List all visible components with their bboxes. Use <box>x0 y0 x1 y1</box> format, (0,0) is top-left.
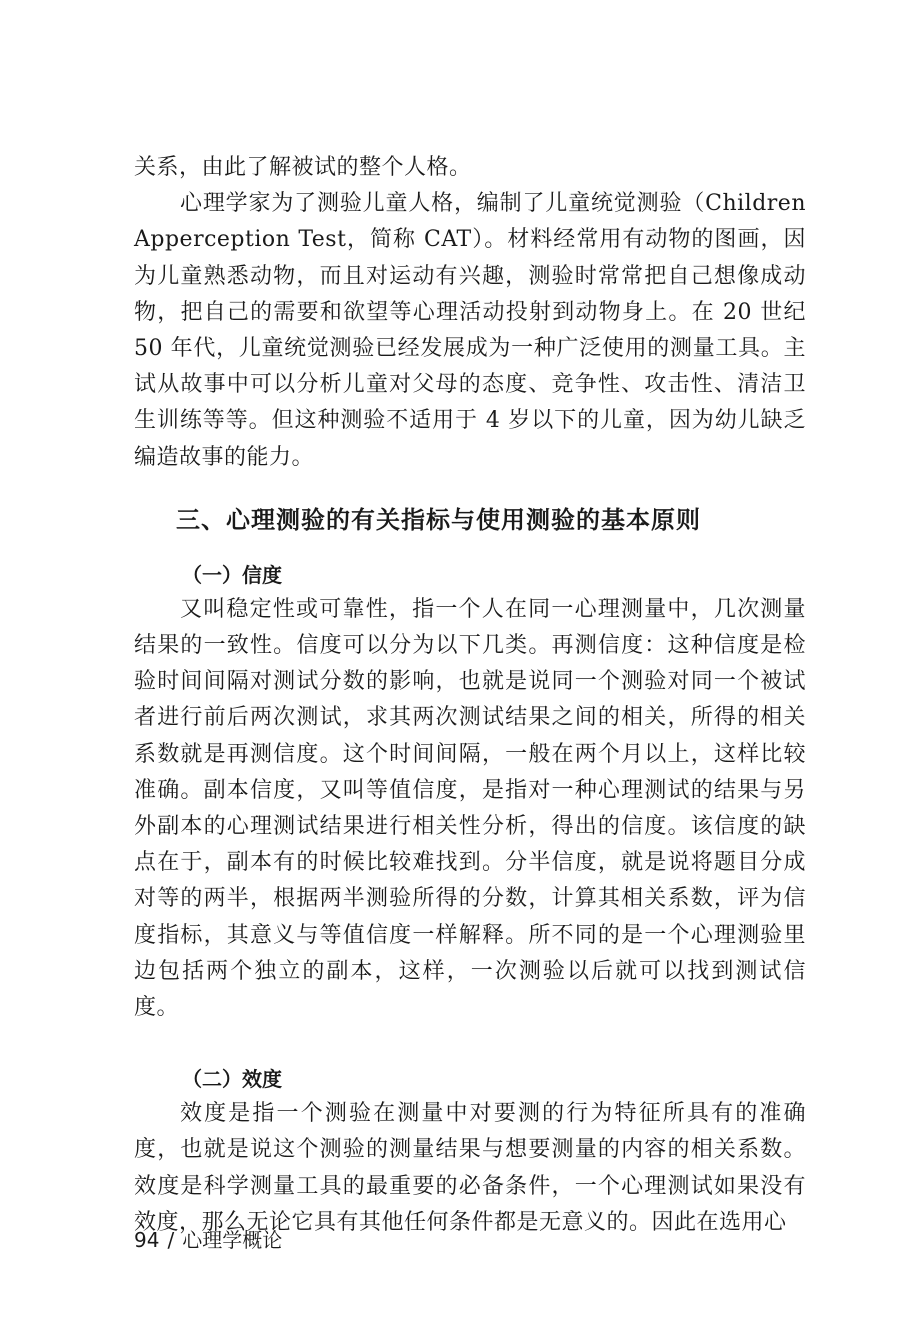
paragraph-validity: 效度是指一个测验在测量中对要测的行为特征所具有的准确度，也就是说这个测验的测量结果与想要测量的内容的相关系数。效度是科学测量工具的最重要的必备条件，一个心理测试如果没有效度，那么无论它具有其他任何条件都是无意义的。因此在选用心 <box>134 1101 806 1235</box>
paragraph-reliability: 又叫稳定性或可靠性，指一个人在同一心理测量中，几次测量结果的一致性。信度可以分为以下几类。再测信度：这种信度是检验时间间隔对测试分数的影响，也就是说同一个测验对同一个被试者进行前后两次测试，求其两次测试结果之间的相关，所得的相关系数就是再测信度。这个时间间隔，一般在两个月以上，这样比较准确。副本信度，又叫等值信度，是指对一种心理测试的结果与另外副本的心理测试结果进行相关性分析，得出的信度。该信度的缺点在于，副本有的时候比较难找到。分半信度，就是说将题目分成对等的两半，根据两半测验所得的分数，计算其相关系数，评为信度指标，其意义与等值信度一样解释。所不同的是一个心理测验里边包括两个独立的副本，这样，一次测验以后就可以找到测试信度。 <box>134 596 806 1021</box>
section-heading: 三、心理测验的有关指标与使用测验的基本原则 <box>176 505 701 534</box>
paragraph-cat: 心理学家为了测验儿童人格，编制了儿童统觉测验（Children Apperception Test，简称 CAT）。材料经常用有动物的图画，因为儿童熟悉动物，而且对运动有兴趣，测验时常常把自己想像成动物，把自己的需要和欲望等心理活动投射到动物身上。在 20 世纪 50 年代，儿童统觉测验已经发展成为一种广泛使用的测量工具。主试从故事中可以分析儿童对父母的态度、竞争性、攻击性、清洁卫生训练等等。但这种测验不适用于 4 岁以下的儿童，因为幼儿缺乏编造故事的能力。 <box>134 191 806 470</box>
book-title: 心理学概论 <box>182 1228 283 1252</box>
footer-separator: / <box>167 1228 175 1252</box>
subsection-heading-reliability: （一）信度 <box>182 562 282 587</box>
subsection-heading-validity: （二）效度 <box>182 1067 282 1092</box>
paragraph-continuation: 关系，由此了解被试的整个人格。 <box>134 155 472 180</box>
page-number: 94 <box>134 1228 160 1252</box>
page-footer <box>134 1224 282 1253</box>
page-body <box>134 150 806 1241</box>
